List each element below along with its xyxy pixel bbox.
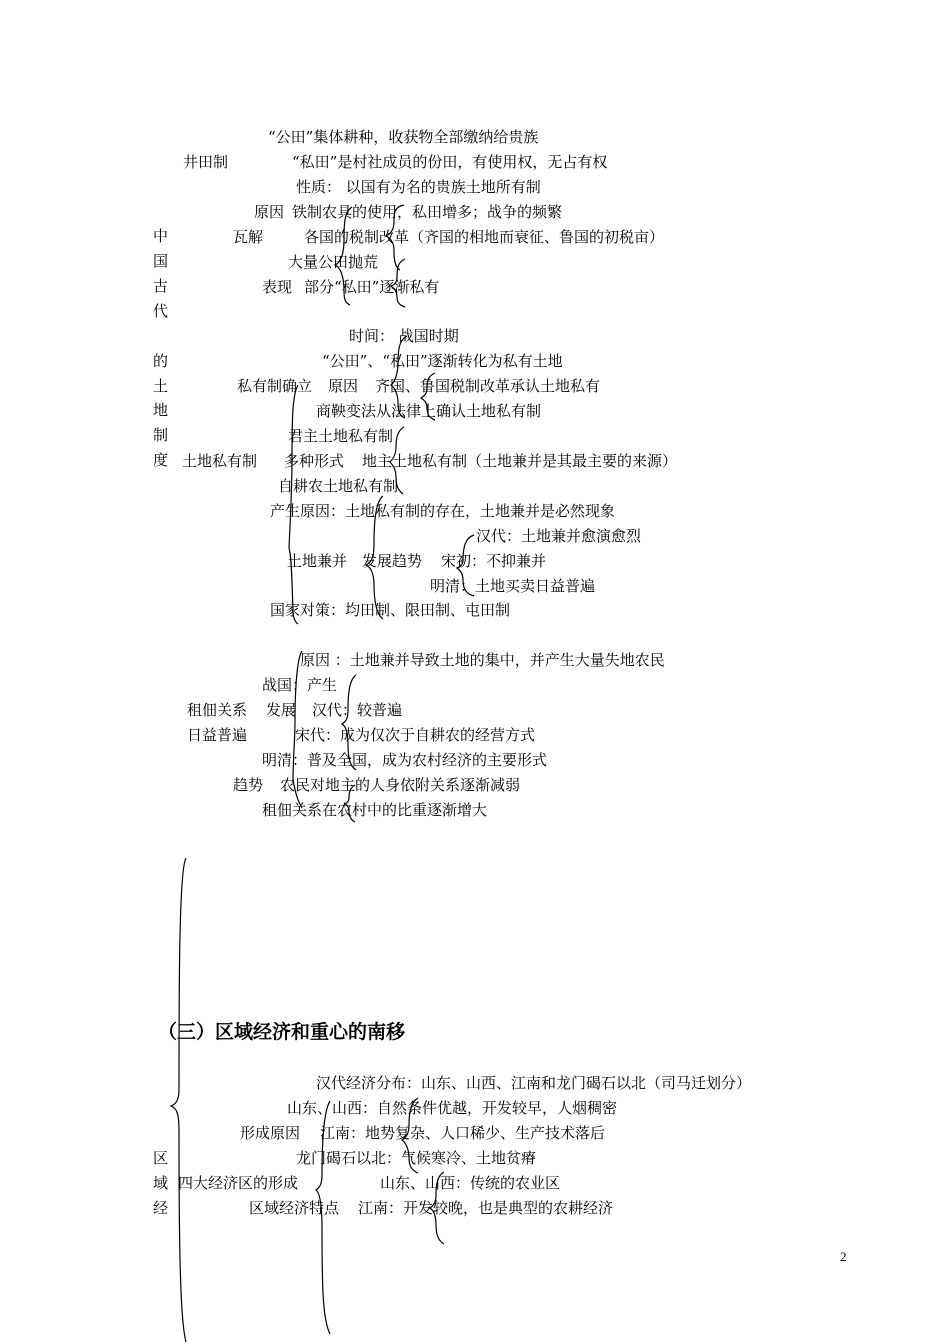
zudian-trend-1: 农民对地主的人身依附关系逐渐减弱 (280, 776, 521, 794)
feature-shanxi: 山东、山西：传统的农业区 (380, 1174, 561, 1192)
vertical-title-char: 地 (153, 401, 169, 419)
wajie-show-label: 表现 (262, 278, 293, 296)
zudian-dev-han: 汉代：较普遍 (312, 701, 403, 719)
formation-label: 形成原因 (240, 1124, 301, 1142)
sitian-text: “私田”是村社成员的份田，有使用权，无占有权 (292, 153, 608, 171)
page-number: 2 (840, 1249, 847, 1264)
jianbing-trend-ming: 明清：土地买卖日益普遍 (430, 577, 596, 595)
vertical-title-char: 土 (153, 377, 169, 395)
jianbing-cause: 产生原因：土地私有制的存在，土地兼并是必然现象 (270, 502, 616, 520)
queli-cause-label: 原因 (328, 377, 359, 395)
siyou-form-2: 地主土地私有制（土地兼并是其最主要的来源） (362, 452, 678, 470)
queli-time: 时间： 战国时期 (349, 327, 459, 345)
wajie-show-2: 部分“私田”逐渐私有 (304, 278, 440, 296)
vertical-title-char-2: 经 (153, 1199, 169, 1217)
siyou-form-1: 君主土地私有制 (288, 427, 394, 445)
wajie-label: 瓦解 (233, 228, 264, 246)
wajie-cause-1: 铁制农具的使用，私田增多；战争的频繁 (292, 203, 563, 221)
vertical-title-char-2: 区 (153, 1149, 169, 1167)
siyou-label: 土地私有制 (182, 452, 258, 470)
zudian-dev-song: 宋代：成为仅次于自耕农的经营方式 (295, 726, 536, 744)
zudian-dev-zhanguo: 战国：产生 (262, 676, 338, 694)
wajie-cause-label: 原因 (254, 203, 285, 221)
cause-jiangnan: 江南：地势复杂、人口稀少、生产技术落后 (320, 1124, 606, 1142)
jianbing-trend-label: 发展趋势 (362, 552, 423, 570)
zudian-label-1: 租佃关系 (187, 701, 248, 719)
siyou-forms-label: 多种形式 (284, 452, 345, 470)
zudian-trend-2: 租佃关系在农村中的比重逐渐增大 (262, 801, 488, 819)
jianbing-label: 土地兼并 (287, 552, 348, 570)
vertical-title-char: 度 (153, 451, 169, 469)
section-heading: （三）区域经济和重心的南移 (158, 1021, 406, 1043)
vertical-title-char: 古 (153, 277, 169, 295)
four-regions-label: 四大经济区的形成 (178, 1174, 299, 1192)
vertical-title-char: 代 (153, 302, 169, 320)
jingtian-nature: 性质： 以国有为名的贵族土地所有制 (296, 178, 541, 196)
cause-longmen: 龙门碣石以北：气候寒冷、土地贫瘠 (296, 1149, 537, 1167)
feature-jiangnan: 江南：开发较晚，也是典型的农耕经济 (358, 1199, 614, 1217)
queli-label: 私有制确立 (237, 377, 313, 395)
brace-big-section3 (171, 858, 186, 1342)
han-distribution: 汉代经济分布：山东、山西、江南和龙门碣石以北（司马迁划分） (316, 1074, 752, 1092)
zudian-trend-label: 趋势 (233, 776, 264, 794)
vertical-title-char: 制 (153, 426, 169, 444)
zudian-dev-label: 发展 (266, 701, 297, 719)
jianbing-policy: 国家对策：均田制、限田制、屯田制 (270, 601, 511, 619)
queli-change: “公田”、“私田”逐渐转化为私有土地 (322, 352, 563, 370)
queli-cause-1: 齐国、鲁国税制改革承认土地私有 (375, 377, 601, 395)
wajie-show-1: 大量公田抛荒 (288, 253, 379, 271)
vertical-title-char-2: 域 (153, 1174, 169, 1192)
wajie-cause-2: 各国的税制改革（齐国的相地而衰征、鲁国的初税亩） (304, 228, 665, 246)
vertical-title-char: 国 (153, 252, 169, 270)
zudian-dev-ming: 明清：普及全国，成为农村经济的主要形式 (262, 751, 548, 769)
gongtian-text: “公田”集体耕种，收获物全部缴纳给贵族 (268, 128, 539, 146)
siyou-form-3: 自耕农土地私有制 (278, 477, 399, 495)
queli-cause-2: 商鞅变法从法律上确认土地私有制 (316, 402, 542, 420)
vertical-title-char: 中 (153, 227, 169, 245)
vertical-title-char: 的 (153, 352, 169, 370)
cause-shanxi: 山东、山西：自然条件优越，开发较早，人烟稠密 (287, 1099, 618, 1117)
jingtian-label: 井田制 (183, 153, 229, 171)
zudian-label-2: 日益普遍 (187, 726, 248, 744)
zudian-cause: 原因 ：土地兼并导致土地的集中，并产生大量失地农民 (300, 651, 665, 669)
jianbing-trend-song: 宋初：不抑兼并 (441, 552, 547, 570)
jianbing-trend-han: 汉代：土地兼并愈演愈烈 (476, 527, 642, 545)
feature-label: 区域经济特点 (249, 1199, 340, 1217)
